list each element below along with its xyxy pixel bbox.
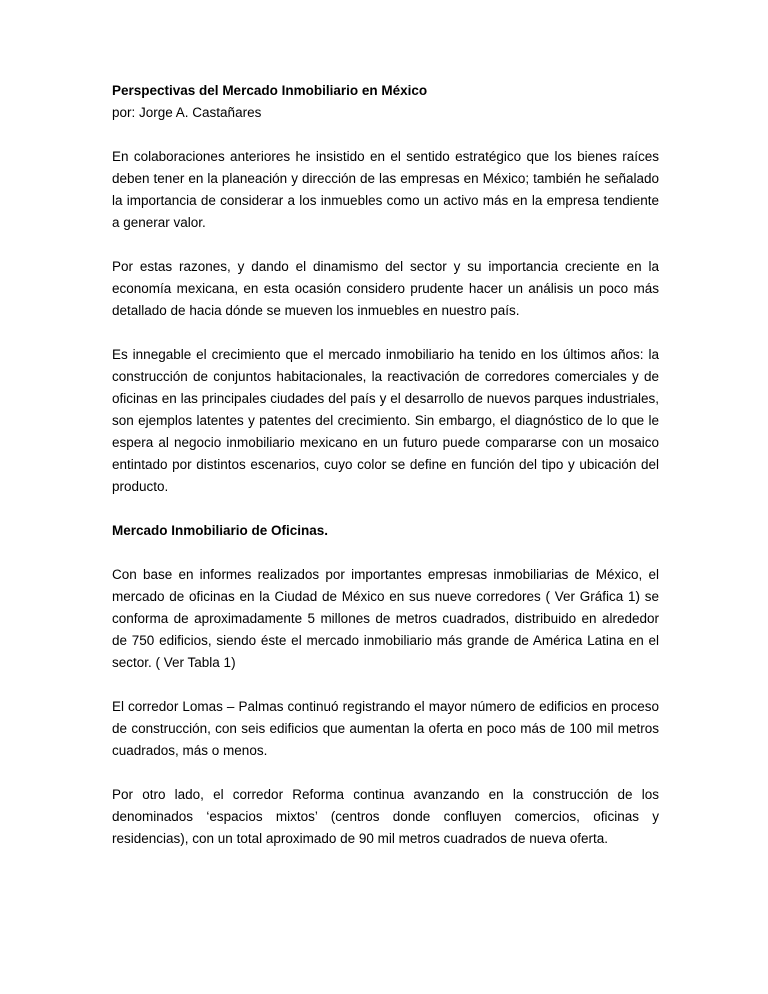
section-heading: Mercado Inmobiliario de Oficinas. (112, 523, 329, 538)
paragraph: En colaboraciones anteriores he insistido en el sentido estratégico que los bienes raíces deben tener en la planeación y dirección de las empresas en México; también he señalado la importancia de considerar a los inmuebles como un activo más en la empresa tendiente a generar valor. (112, 149, 659, 230)
paragraph: Con base en informes realizados por importantes empresas inmobiliarias de México, el mercado de oficinas en la Ciudad de México en sus nueve corredores ( Ver Gráfica 1) se conforma de aproximadamente 5 millones de metros cuadrados, distribuido en alrededor de 750 edificios, siendo éste el mercado inmobiliario más grande de América Latina en el sector. ( Ver Tabla 1) (112, 567, 659, 670)
paragraph: Es innegable el crecimiento que el mercado inmobiliario ha tenido en los últimos años: la construcción de conjuntos habitacionales, la reactivación de corredores comerciales y de oficinas en las principales ciudades del país y el desarrollo de nuevos parques industriales, son ejemplos latentes y patentes del crecimiento. Sin embargo, el diagnóstico de lo que le espera al negocio inmobiliario mexicano en un futuro puede compararse con un mosaico entintado por distintos escenarios, cuyo color se define en función del tipo y ubicación del producto. (112, 347, 659, 494)
paragraph: Por estas razones, y dando el dinamismo del sector y su importancia creciente en la economía mexicana, en esta ocasión considero prudente hacer un análisis un poco más detallado de hacia dónde se mueven los inmuebles en nuestro país. (112, 259, 659, 318)
document-page (112, 80, 659, 872)
paragraph: El corredor Lomas – Palmas continuó registrando el mayor número de edificios en proceso de construcción, con seis edificios que aumentan la oferta en poco más de 100 mil metros cuadrados, más o menos. (112, 699, 659, 758)
document-byline: por: Jorge A. Castañares (112, 105, 262, 120)
paragraph: Por otro lado, el corredor Reforma continua avanzando en la construcción de los denominados ‘espacios mixtos’ (centros donde confluyen comercios, oficinas y residencias), con un total aproximado de 90 mil metros cuadrados de nueva oferta. (112, 787, 659, 846)
document-title: Perspectivas del Mercado Inmobiliario en México (112, 83, 428, 98)
